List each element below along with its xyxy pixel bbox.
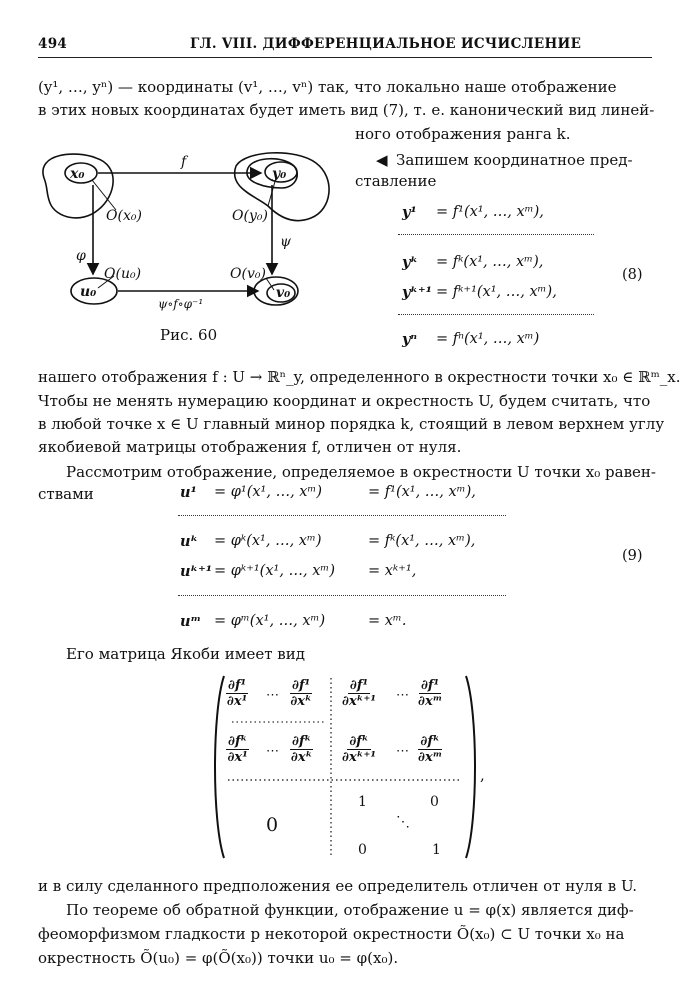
para3: и в силу сделанного предположения ее определитель отличен от нуля в U. [38, 877, 638, 895]
eq8-dots-2 [398, 314, 594, 315]
matrix-r1-d: $\frac{\text{∂f¹}}{\text{∂xᵐ}}$ [418, 678, 443, 709]
para2-line-1: Рассмотрим отображение, определяемое в окрестности U точки x₀ равен- [66, 463, 656, 481]
eq9-row4-rhs: = xᵐ. [368, 613, 407, 629]
eq9-row2-lhs: uᵏ [180, 533, 199, 550]
para1-line-3: в любой точке x ∈ U главный минор порядка k, стоящий в левом верхнем углу [38, 415, 665, 433]
para2-line-2: ствами [38, 485, 94, 503]
eq9-row3-lhs: uᵏ⁺¹ [180, 563, 213, 580]
matrix-r2-d: $\frac{\text{∂fᵏ}}{\text{∂xᵐ}}$ [418, 734, 443, 765]
intro-line-2: в этих новых координатах будет иметь вид (7), т. е. канонический вид линей- [38, 101, 655, 119]
matrix-one-bottom: 1 [432, 842, 441, 858]
page-number: 494 [38, 36, 68, 52]
fig-label-O-u0: O(u₀) [104, 266, 142, 282]
para1-line-1: нашего отображения f : U → ℝⁿ_y, определенного в окрестности точки x₀ ∈ ℝᵐ_x. [38, 368, 681, 386]
eq8-row2-rhs: = fᵏ(x¹, …, xᵐ), [436, 254, 544, 270]
proof-start-line-2: ставление [355, 172, 437, 190]
figure-caption: Рис. 60 [160, 326, 218, 344]
eq8-dots-1 [398, 234, 594, 235]
chapter-title: ГЛ. VIII. ДИФФЕРЕНЦИАЛЬНОЕ ИСЧИСЛЕНИЕ [190, 36, 582, 52]
matrix-r1-a: $\frac{\text{∂f¹}}{\text{∂x¹}}$ [226, 678, 248, 709]
matrix-trailing-comma: , [480, 766, 485, 784]
eq9-dots-2 [178, 595, 506, 596]
matrix-r1-hdots-right: ⋯ [396, 688, 409, 703]
fig-label-psi: ψ [280, 234, 291, 250]
para4-line-3: окрестность Õ(u₀) = φ(Õ(x₀)) точки u₀ = φ(x₀). [38, 949, 399, 967]
eq8-row3-lhs: yᵏ⁺¹ [402, 284, 433, 301]
eq8-row4-lhs: yⁿ [402, 331, 418, 348]
eq9-dots-1 [178, 515, 506, 516]
matrix-zero-block: 0 [266, 814, 279, 836]
jacobi-intro: Его матрица Якоби имеет вид [66, 645, 305, 663]
fig-label-O-v0: O(v₀) [230, 266, 266, 282]
fig-label-O-x0: O(x₀) [106, 208, 142, 224]
matrix-r1-hdots-left: ⋯ [266, 688, 279, 703]
eq9-number: (9) [622, 548, 643, 564]
eq8-row2-lhs: yᵏ [402, 254, 419, 271]
fig-label-y0: y₀ [272, 166, 287, 182]
fig-label-O-y0: O(y₀) [232, 208, 268, 224]
para4-line-2: феоморфизмом гладкости p некоторой окрестности Õ(x₀) ⊂ U точки x₀ на [38, 925, 625, 943]
eq9-row1-lhs: u¹ [180, 484, 197, 501]
fig-label-f: f [181, 154, 187, 170]
eq8-number: (8) [622, 267, 643, 283]
intro-line-1: (y¹, …, yⁿ) — координаты (v¹, …, vⁿ) так, что локально наше отображение [38, 78, 617, 96]
eq9-row2-mid: = φᵏ(x¹, …, xᵐ) [214, 533, 322, 549]
eq9-row3-rhs: = xᵏ⁺¹, [368, 563, 417, 579]
para1-line-4: якобиевой матрицы отображения f, отличен от нуля. [38, 438, 462, 456]
matrix-r2-b: $\frac{\text{∂fᵏ}}{\text{∂xᵏ}}$ [290, 734, 313, 765]
eq8-row3-rhs: = fᵏ⁺¹(x¹, …, xᵐ), [436, 284, 557, 300]
proof-start-line-1: Запишем координатное пред- [396, 151, 633, 169]
eq8-row1-lhs: y¹ [402, 204, 417, 221]
matrix-one-top: 1 [358, 794, 367, 810]
matrix-r1-b: $\frac{\text{∂f¹}}{\text{∂xᵏ}}$ [290, 678, 312, 709]
matrix-ddots: ⋱ [396, 814, 410, 830]
para1-line-2: Чтобы не менять нумерацию координат и окрестность U, будем считать, что [38, 392, 651, 410]
eq9-row2-rhs: = fᵏ(x¹, …, xᵐ), [368, 533, 476, 549]
matrix-r2-hdots-left: ⋯ [266, 744, 279, 759]
proof-marker: ◀ [376, 151, 388, 169]
fig-label-u0: u₀ [80, 284, 97, 300]
matrix-r2-c: $\frac{\text{∂fᵏ}}{\text{∂xᵏ⁺¹}}$ [342, 734, 377, 765]
eq9-row1-mid: = φ¹(x¹, …, xᵐ) [214, 484, 323, 500]
eq8-row1-rhs: = f¹(x¹, …, xᵐ), [436, 204, 544, 220]
eq9-row4-mid: = φᵐ(x¹, …, xᵐ) [214, 613, 326, 629]
matrix-r2-hdots-right: ⋯ [396, 744, 409, 759]
eq9-row1-rhs: = f¹(x¹, …, xᵐ), [368, 484, 476, 500]
para4-line-1: По теореме об обратной функции, отображение u = φ(x) является диф- [66, 901, 634, 919]
matrix-zero-bottom-left: 0 [358, 842, 367, 858]
fig-label-composition: ψ∘f∘φ⁻¹ [158, 297, 204, 311]
fig-label-phi: φ [76, 248, 86, 264]
matrix-r1-c: $\frac{\text{∂f¹}}{\text{∂xᵏ⁺¹}}$ [342, 678, 377, 709]
eq8-row4-rhs: = fⁿ(x¹, …, xᵐ) [436, 331, 540, 347]
eq9-row3-mid: = φᵏ⁺¹(x¹, …, xᵐ) [214, 563, 335, 579]
fig-label-x0: x₀ [70, 166, 85, 182]
matrix-zero-top-right: 0 [430, 794, 439, 810]
intro-line-3: ного отображения ранга k. [355, 125, 571, 143]
header-rule [38, 57, 652, 58]
eq9-row4-lhs: uᵐ [180, 613, 202, 630]
figure-60 [36, 148, 336, 348]
fig-label-v0: v₀ [276, 285, 291, 301]
matrix-r2-a: $\frac{\text{∂fᵏ}}{\text{∂x¹}}$ [227, 734, 248, 765]
